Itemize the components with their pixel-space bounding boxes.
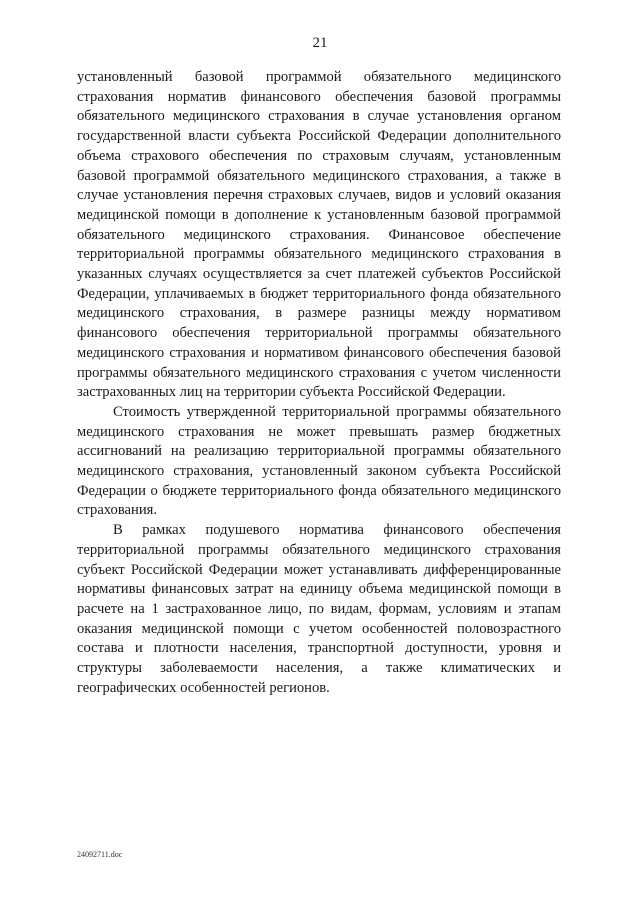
paragraph-cost-limit: Стоимость утвержденной территориальной программы обязательного медицинского страхования не может превышать размер бюджетных ассигнований на реализацию территориальной программы обязательного медицинского страхования, установленный законом субъекта Российской Федерации о бюджете территориального фонда обязательного медицинского страхования. bbox=[77, 403, 561, 519]
page-number: 21 bbox=[312, 35, 328, 51]
footer-file-name: 24092711.doc bbox=[77, 850, 123, 859]
paragraph-continuation: установленный базовой программой обязательного медицинского страхования норматив финансового обеспечения базовой программы обязательного медицинского страхования в случае установления органом государственной власти субъекта Российской Федерации дополнительного объема страхового обеспечения по страховым случаям, установленным базовой программой обязательного медицинского страхования, а также в случае установления перечня страховых случаев, видов и условий оказания медицинской помощи в дополнение к установленным базовой программой обязательного медицинского страхования. Финансовое обеспечение территориальной программы обязательного медицинского страхования в указанных случаях осуществляется за счет платежей субъектов Российской Федерации, уплачиваемых в бюджет территориального фонда обязательного медицинского страхования, в размере разницы между нормативом финансового обеспечения территориальной программы обязательного медицинского страхования и нормативом финансового обеспечения базовой программы обязательного медицинского страхования с учетом численности застрахованных лиц на территории субъекта Российской Федерации. bbox=[77, 69, 561, 401]
paragraph-differentiated-standards: В рамках подушевого норматива финансового обеспечения территориальной программы обязательного медицинского страхования субъект Российской Федерации может устанавливать дифференцированные нормативы финансовых затрат на единицу объема медицинской помощи в расчете на 1 застрахованное лицо, по видам, формам, условиям и этапам оказания медицинской помощи с учетом особенностей половозрастного состава и плотности населения, транспортной доступности, уровня и структуры заболеваемости населения, а также климатических и географических особенностей регионов. bbox=[77, 522, 561, 696]
document-body bbox=[77, 68, 561, 699]
